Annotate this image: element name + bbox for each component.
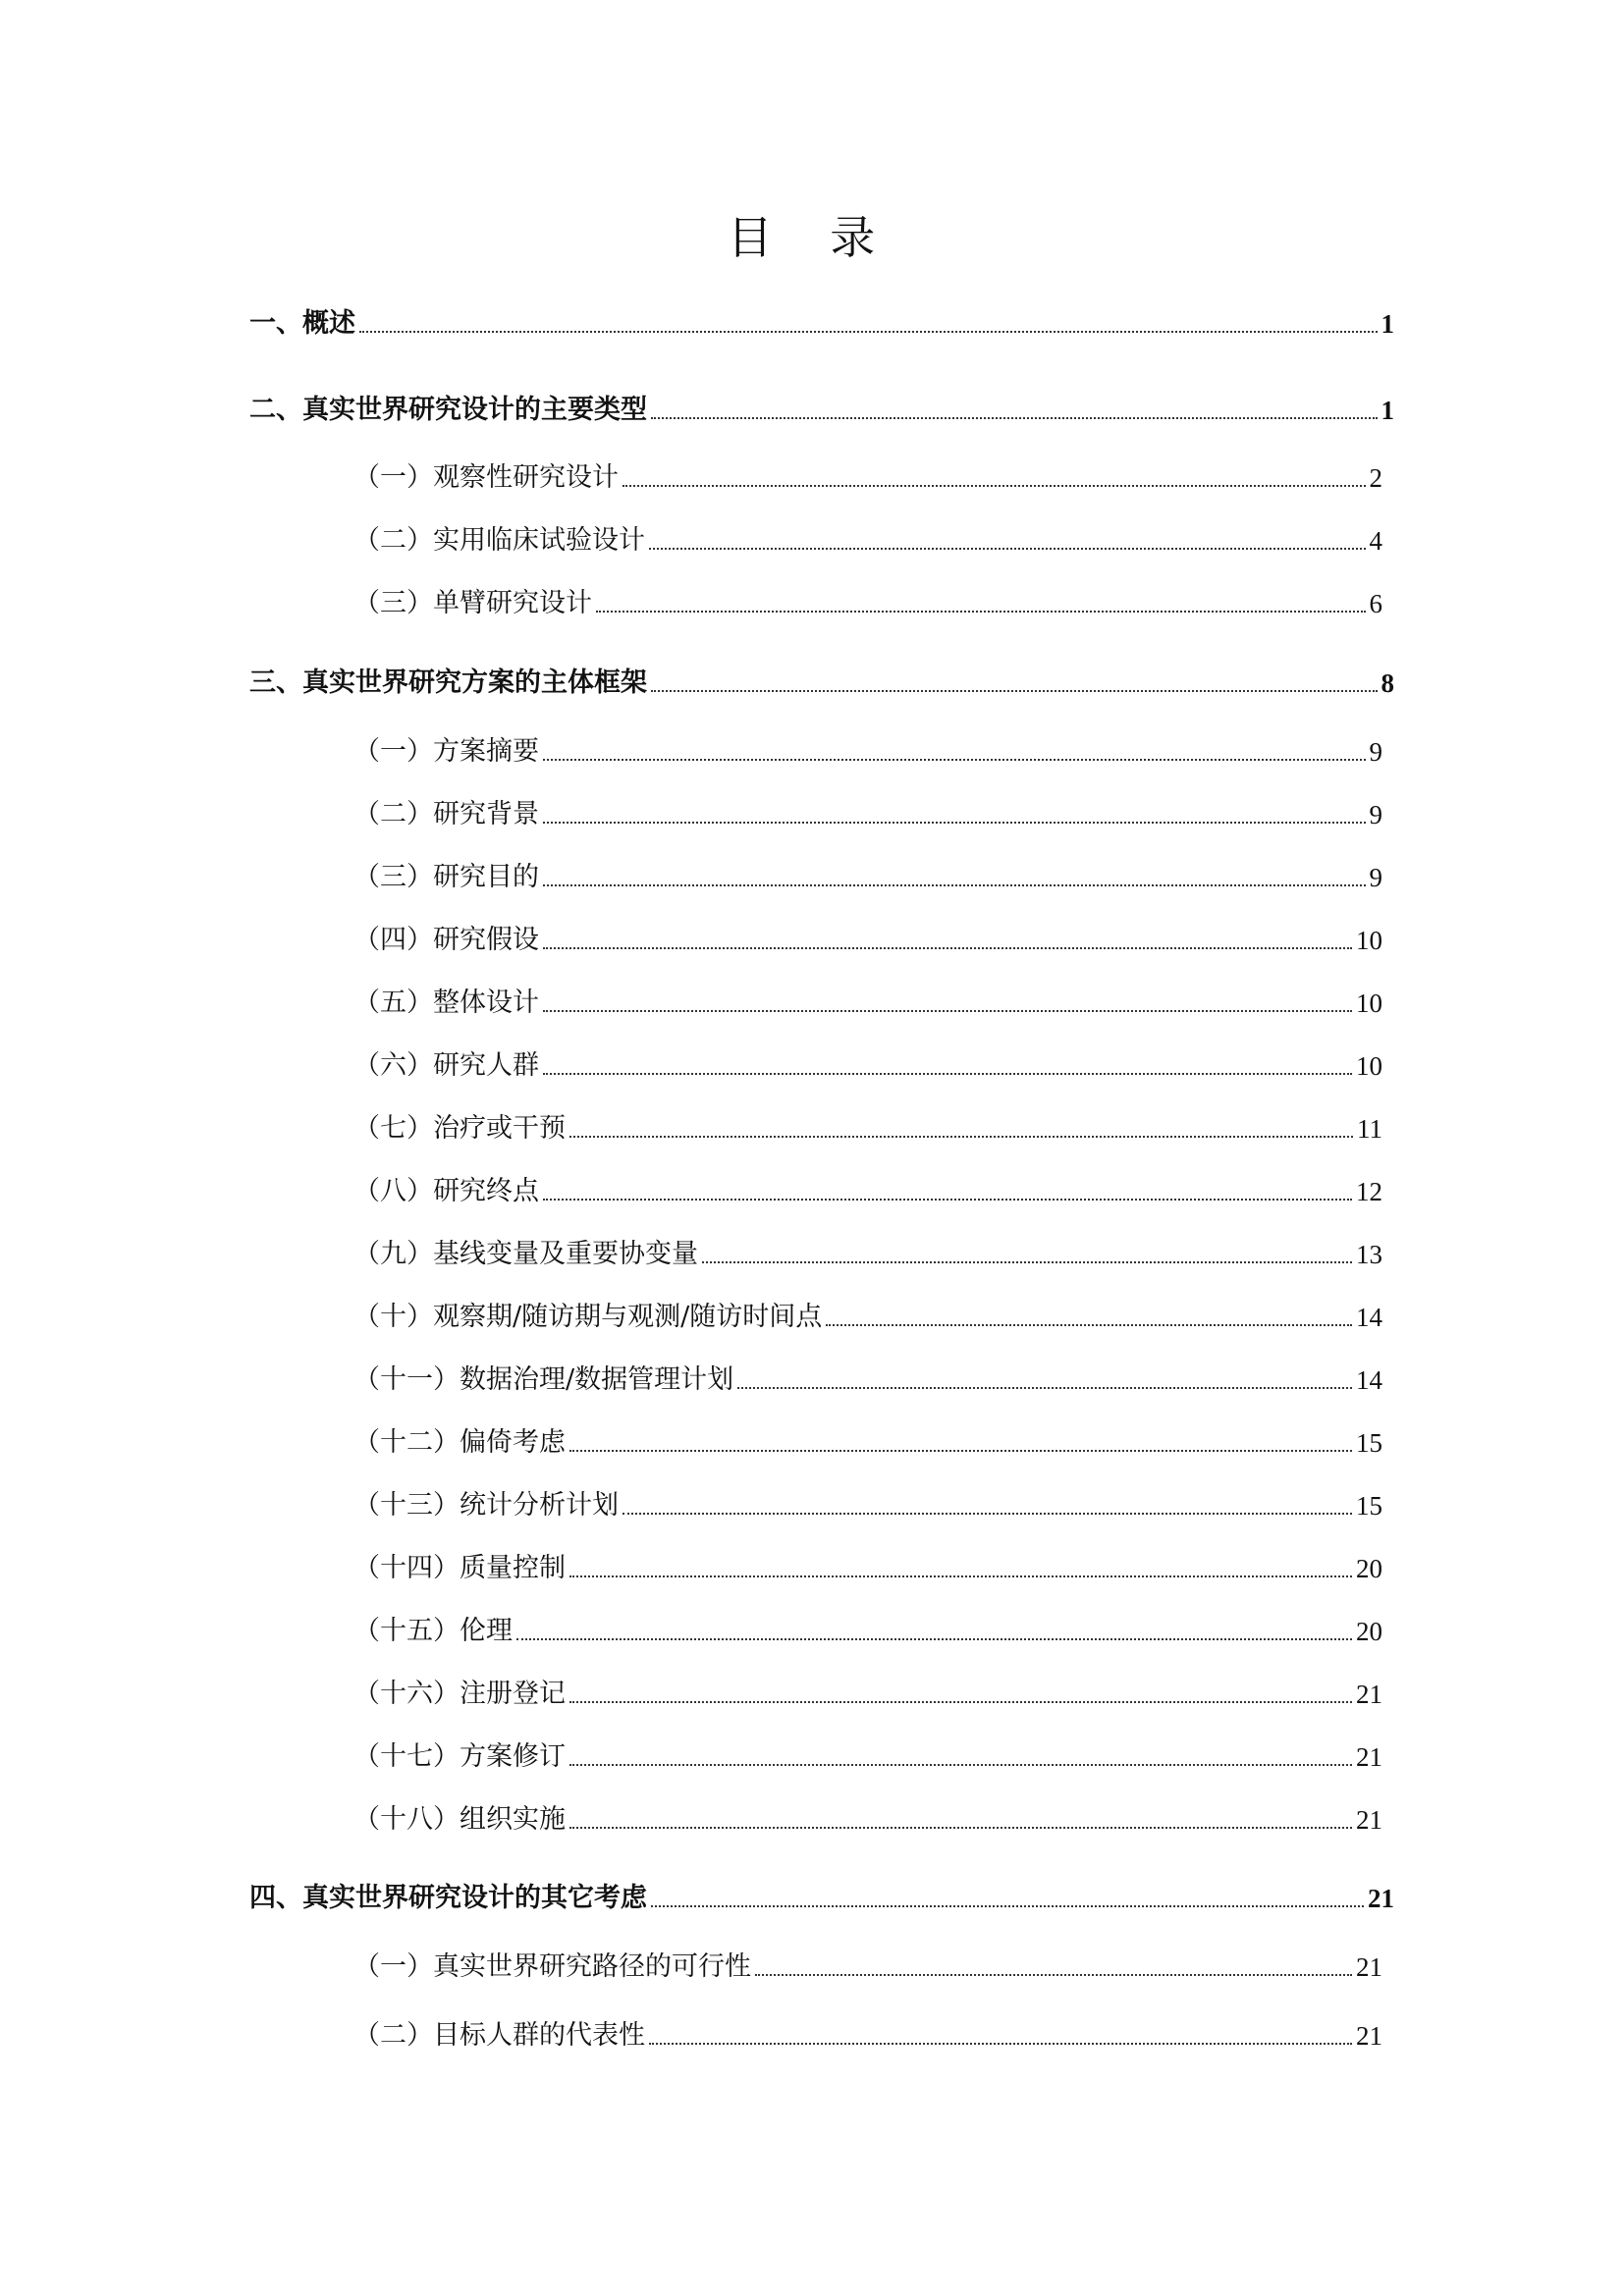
toc-entry-main-types[interactable] bbox=[249, 391, 1394, 430]
toc-entry[interactable] bbox=[353, 1486, 1382, 1525]
toc-entry[interactable] bbox=[353, 584, 1382, 623]
toc-entry-page: 21 bbox=[1356, 1805, 1382, 1835]
dot-leader bbox=[596, 610, 1366, 613]
dot-leader bbox=[702, 1260, 1352, 1263]
toc-entry[interactable] bbox=[353, 521, 1382, 561]
dot-leader bbox=[737, 1386, 1352, 1389]
dot-leader bbox=[516, 1637, 1352, 1640]
toc-entry-page: 10 bbox=[1356, 1051, 1382, 1081]
dot-leader bbox=[359, 330, 1378, 333]
toc-entry-label: （六）研究人群 bbox=[353, 1050, 539, 1081]
toc-entry-page: 11 bbox=[1357, 1114, 1382, 1144]
toc-entry-label: 四、真实世界研究设计的其它考虑 bbox=[249, 1883, 647, 1913]
toc-entry-label: （十六）注册登记 bbox=[353, 1679, 566, 1709]
toc-entry-page: 14 bbox=[1356, 1303, 1382, 1332]
toc-entry-label: （二）实用临床试验设计 bbox=[353, 525, 645, 556]
toc-entry[interactable] bbox=[353, 1235, 1382, 1274]
dot-leader bbox=[569, 1135, 1353, 1138]
dot-leader bbox=[651, 689, 1378, 692]
toc-entry-protocol-framework[interactable] bbox=[249, 664, 1394, 703]
toc-entry-page: 10 bbox=[1356, 988, 1382, 1018]
dot-leader bbox=[649, 2042, 1352, 2045]
toc-entry-page: 15 bbox=[1356, 1428, 1382, 1458]
dot-leader bbox=[543, 946, 1352, 949]
dot-leader bbox=[826, 1323, 1352, 1326]
dot-leader bbox=[569, 1575, 1352, 1577]
toc-entry[interactable] bbox=[353, 732, 1382, 772]
toc-entry-page: 14 bbox=[1356, 1365, 1382, 1395]
dot-leader bbox=[569, 1763, 1352, 1766]
toc-entry-label: （四）研究假设 bbox=[353, 925, 539, 955]
toc-entry-page: 20 bbox=[1356, 1554, 1382, 1583]
toc-entry-label: （五）整体设计 bbox=[353, 988, 539, 1018]
toc-entry[interactable] bbox=[353, 1800, 1382, 1840]
toc-entry-page: 9 bbox=[1369, 863, 1382, 892]
toc-entry-label: （二）研究背景 bbox=[353, 799, 539, 829]
toc-entry[interactable] bbox=[353, 1612, 1382, 1651]
dot-leader bbox=[755, 1973, 1352, 1976]
toc-entry-page: 1 bbox=[1380, 396, 1394, 425]
toc-entry[interactable] bbox=[353, 2016, 1382, 2056]
toc-entry-page: 21 bbox=[1356, 2021, 1382, 2051]
toc-entry-label: （十四）质量控制 bbox=[353, 1553, 566, 1583]
toc-entry-label: （十三）统计分析计划 bbox=[353, 1490, 619, 1521]
dot-leader bbox=[569, 1700, 1352, 1703]
toc-entry-label: （十五）伦理 bbox=[353, 1616, 513, 1646]
toc-entry-page: 6 bbox=[1369, 589, 1382, 618]
toc-entry-label: （三）单臂研究设计 bbox=[353, 588, 592, 618]
toc-entry-page: 15 bbox=[1356, 1491, 1382, 1521]
dot-leader bbox=[623, 484, 1366, 487]
toc-entry[interactable] bbox=[353, 795, 1382, 834]
toc-entry-page: 21 bbox=[1356, 1680, 1382, 1709]
toc-entry-label: （三）研究目的 bbox=[353, 862, 539, 892]
toc-entry-label: （十）观察期/随访期与观测/随访时间点 bbox=[353, 1302, 823, 1332]
toc-entry-page: 8 bbox=[1380, 668, 1394, 698]
dot-leader bbox=[543, 1198, 1352, 1201]
dot-leader bbox=[543, 1072, 1352, 1075]
toc-entry-label: （十一）数据治理/数据管理计划 bbox=[353, 1364, 734, 1395]
toc-entry[interactable] bbox=[353, 921, 1382, 960]
toc-entry-page: 20 bbox=[1356, 1617, 1382, 1646]
toc-entry-label: （七）治疗或干预 bbox=[353, 1113, 566, 1144]
toc-title: 目 录 bbox=[727, 211, 897, 264]
toc-entry[interactable] bbox=[353, 1675, 1382, 1714]
toc-entry[interactable] bbox=[353, 1361, 1382, 1400]
toc-entry-page: 21 bbox=[1356, 1742, 1382, 1772]
toc-entry-label: （十七）方案修订 bbox=[353, 1741, 566, 1772]
dot-leader bbox=[543, 883, 1366, 886]
toc-entry-page: 4 bbox=[1369, 526, 1382, 556]
toc-entry-label: （一）观察性研究设计 bbox=[353, 462, 619, 493]
toc-entry[interactable] bbox=[353, 1549, 1382, 1588]
toc-entry-label: （一）方案摘要 bbox=[353, 736, 539, 767]
toc-entry-page: 9 bbox=[1369, 737, 1382, 767]
toc-entry-label: （八）研究终点 bbox=[353, 1176, 539, 1206]
toc-entry[interactable] bbox=[353, 1298, 1382, 1337]
dot-leader bbox=[543, 1009, 1352, 1012]
toc-entry-page: 2 bbox=[1369, 463, 1382, 493]
toc-entry-label: 二、真实世界研究设计的主要类型 bbox=[249, 395, 647, 425]
dot-leader bbox=[569, 1826, 1352, 1829]
toc-entry-overview[interactable] bbox=[249, 304, 1394, 344]
dot-leader bbox=[649, 547, 1366, 550]
toc-entry-label: 三、真实世界研究方案的主体框架 bbox=[249, 667, 647, 698]
dot-leader bbox=[651, 1904, 1364, 1907]
toc-entry[interactable] bbox=[353, 984, 1382, 1023]
toc-entry[interactable] bbox=[353, 1172, 1382, 1211]
toc-entry[interactable] bbox=[353, 1948, 1382, 1987]
toc-entry-other-considerations[interactable] bbox=[249, 1879, 1394, 1918]
toc-entry[interactable] bbox=[353, 1737, 1382, 1777]
dot-leader bbox=[543, 821, 1366, 824]
dot-leader bbox=[623, 1512, 1352, 1515]
toc-entry-label: 一、概述 bbox=[249, 308, 355, 339]
toc-entry-label: （十二）偏倚考虑 bbox=[353, 1427, 566, 1458]
toc-entry[interactable] bbox=[353, 858, 1382, 897]
toc-entry-page: 10 bbox=[1356, 926, 1382, 955]
toc-entry-page: 13 bbox=[1356, 1240, 1382, 1269]
toc-entry-page: 9 bbox=[1369, 800, 1382, 829]
dot-leader bbox=[651, 416, 1378, 419]
dot-leader bbox=[543, 758, 1366, 761]
toc-entry[interactable] bbox=[353, 1046, 1382, 1086]
toc-entry-label: （一）真实世界研究路径的可行性 bbox=[353, 1951, 751, 1982]
toc-entry-label: （九）基线变量及重要协变量 bbox=[353, 1239, 698, 1269]
dot-leader bbox=[569, 1449, 1352, 1452]
toc-entry-page: 12 bbox=[1356, 1177, 1382, 1206]
toc-entry[interactable] bbox=[353, 458, 1382, 498]
toc-entry-page: 21 bbox=[1356, 1952, 1382, 1982]
toc-entry[interactable] bbox=[353, 1109, 1382, 1148]
toc-entry-page: 1 bbox=[1380, 309, 1394, 339]
toc-entry-page: 21 bbox=[1368, 1884, 1394, 1913]
toc-entry-label: （二）目标人群的代表性 bbox=[353, 2020, 645, 2051]
toc-entry-label: （十八）组织实施 bbox=[353, 1804, 566, 1835]
toc-entry[interactable] bbox=[353, 1423, 1382, 1463]
